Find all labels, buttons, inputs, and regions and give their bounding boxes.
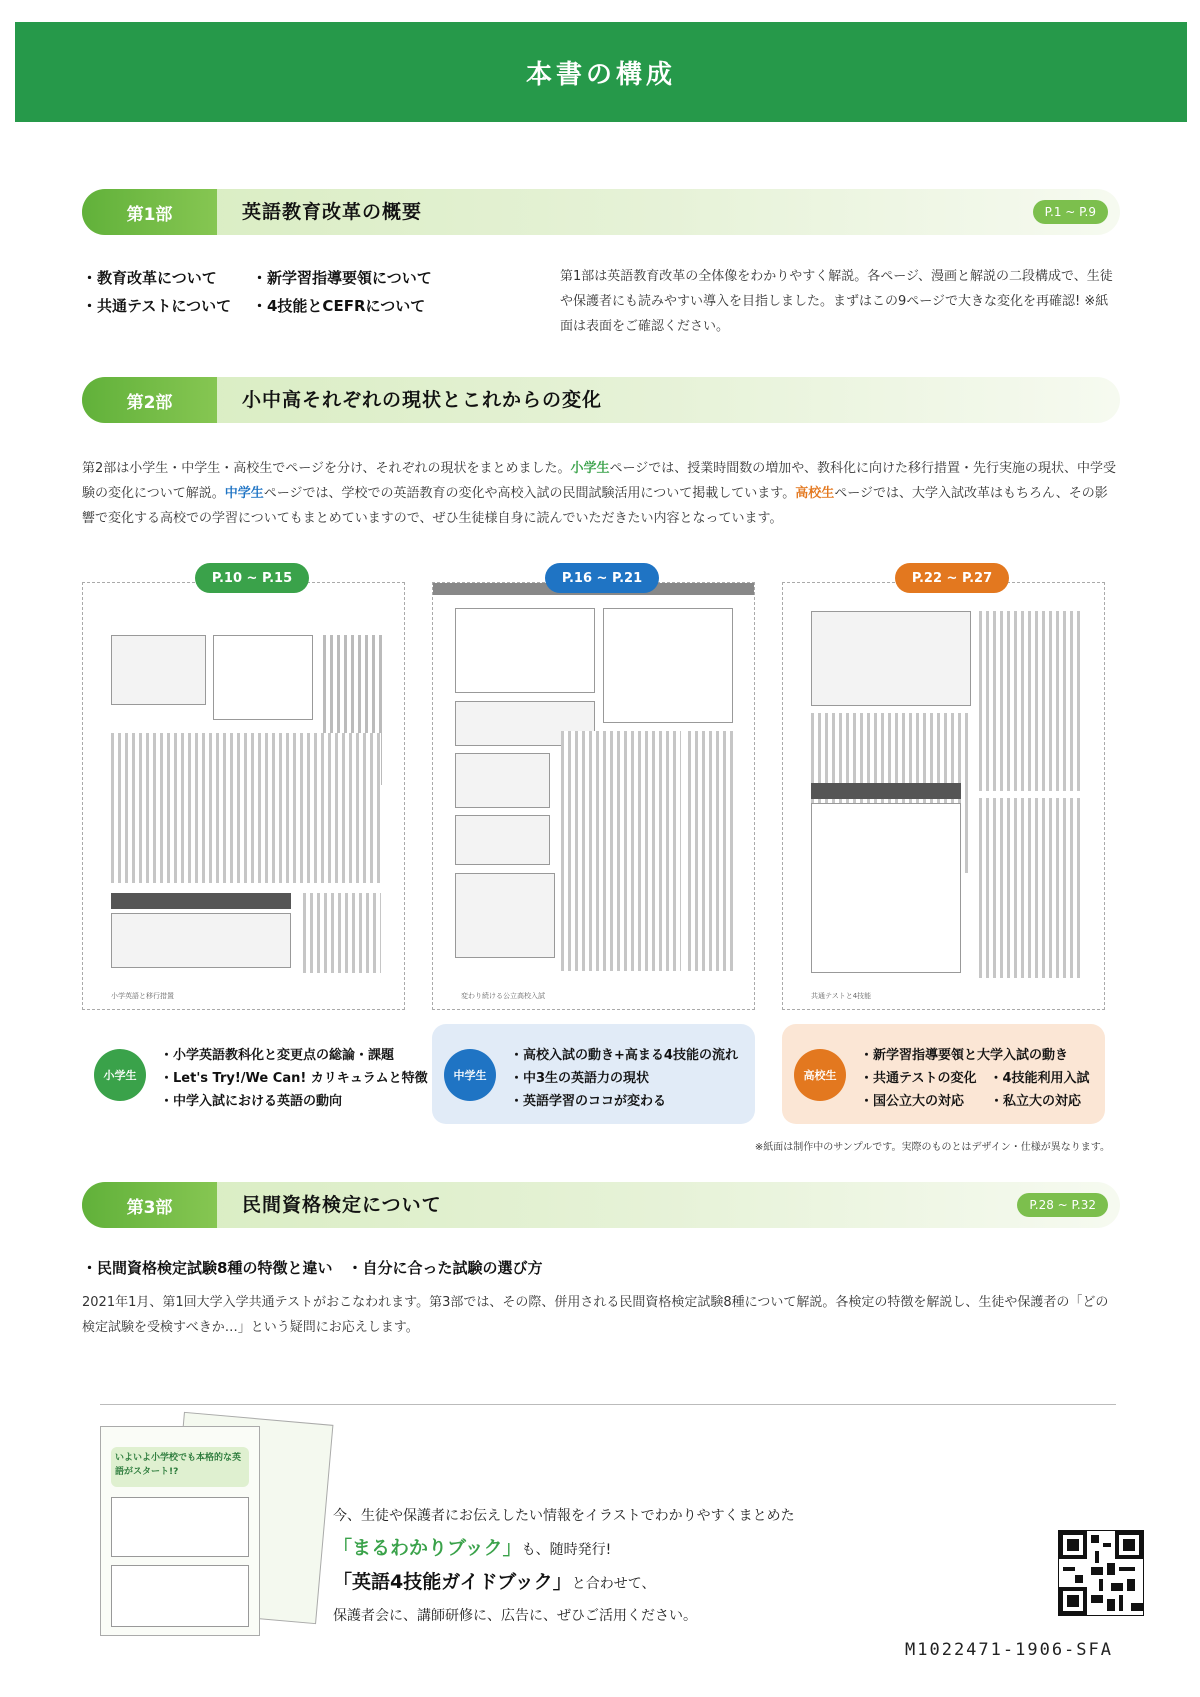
sample-note: ※紙面は制作中のサンプルです。実際のものとはデザイン・仕様が異なります。 xyxy=(754,1142,1110,1153)
part2-tag: 第2部 xyxy=(82,377,217,423)
mock-chart-title xyxy=(811,783,961,799)
junior-list xyxy=(510,1044,738,1113)
promo-book-marwakari: 「まるわかりブック」 xyxy=(333,1537,522,1559)
booklet-panel xyxy=(111,1497,249,1557)
list-item: ・英語学習のココが変わる xyxy=(510,1094,667,1109)
senior-box xyxy=(782,1024,1105,1124)
list-item: ・国公立大の対応 ・私立大の対応 xyxy=(860,1094,1082,1109)
part1-bullet: ・新学習指導要領について xyxy=(252,269,432,287)
part1-bullet: ・教育改革について xyxy=(82,269,217,287)
part2-title: 小中高それぞれの現状とこれからの変化 xyxy=(242,389,603,411)
promo-text xyxy=(333,1500,893,1632)
sample-pages-pill-elementary: P.10 ~ P.15 xyxy=(195,563,309,593)
senior-badge: 高校生 xyxy=(794,1049,846,1101)
junior-box xyxy=(432,1024,755,1124)
sample-footer: 小学英語と移行措置 xyxy=(111,992,174,1000)
page-title: 本書の構成 xyxy=(15,22,1187,122)
elementary-badge: 小学生 xyxy=(94,1049,146,1101)
sample-footer: 変わり続ける公立高校入試 xyxy=(461,992,545,1000)
promo-line: 保護者会に、講師研修に、広告に、ぜひご活用ください。 xyxy=(333,1608,697,1624)
mock-text-block xyxy=(979,798,1084,978)
part3-header xyxy=(82,1182,1120,1228)
part2-description xyxy=(82,456,1120,531)
list-item: ・新学習指導要領と大学入試の動き xyxy=(860,1048,1069,1063)
mock-diagram xyxy=(455,608,595,693)
senior-list xyxy=(860,1044,1090,1113)
sample-pages-pill-senior: P.22 ~ P.27 xyxy=(895,563,1009,593)
part1-bullet: ・4技能とCEFRについて xyxy=(252,297,426,315)
desc-junior: 中学生 xyxy=(224,486,264,501)
part1-bullets-col1 xyxy=(82,264,252,320)
divider xyxy=(100,1404,1116,1405)
part1-header xyxy=(82,189,1120,235)
list-item: ・小学英語教科化と変更点の総論・課題 xyxy=(160,1048,395,1063)
promo-line xyxy=(333,1532,893,1566)
mock-text-block xyxy=(303,893,381,973)
mock-text-block xyxy=(979,611,1084,791)
promo-line xyxy=(333,1566,893,1600)
mock-table xyxy=(455,815,550,865)
list-item: ・中学入試における英語の動向 xyxy=(160,1094,343,1109)
mock-timeline-body xyxy=(111,913,291,968)
product-code: M1022471-1906-SFA xyxy=(905,1640,1113,1660)
desc-elementary: 小学生 xyxy=(570,461,610,476)
promo-line: 今、生徒や保護者にお伝えしたい情報をイラストでわかりやすくまとめた xyxy=(333,1508,795,1524)
mock-table xyxy=(811,611,971,706)
mock-flow-chart xyxy=(811,803,961,973)
list-item: ・Let's Try!/We Can! カリキュラムと特徴 xyxy=(160,1071,428,1086)
promo-book-guide: 「英語4技能ガイドブック」 xyxy=(333,1571,572,1593)
mock-table xyxy=(111,635,206,705)
mock-pie-charts xyxy=(603,608,733,723)
list-item: ・共通テストの変化 ・4技能利用入試 xyxy=(860,1071,1090,1086)
part1-title: 英語教育改革の概要 xyxy=(242,201,423,223)
elementary-list xyxy=(160,1044,428,1113)
desc-text: ページでは、大学入試改革はもちろん、その影響で変化する高校での学習についてもまとめていますので、ぜひ生徒様自身に読んでいただきたい内容となっています。 xyxy=(82,486,1108,526)
sample-pages-pill-junior: P.16 ~ P.21 xyxy=(545,563,659,593)
part1-description: 第1部は英語教育改革の全体像をわかりやすく解説。各ページ、漫画と解説の二段構成で、生徒や保護者にも読みやすい導入を目指しました。まずはこの9ページで大きな変化を再確認! ※紙面は表面をご確認ください。 xyxy=(560,269,1113,334)
mock-table xyxy=(455,753,550,808)
promo-text-span: も、随時発行! xyxy=(521,1542,612,1558)
part2-header xyxy=(82,377,1120,423)
qr-code[interactable] xyxy=(1058,1530,1144,1616)
desc-senior: 高校生 xyxy=(795,486,835,501)
part3-title: 民間資格検定について xyxy=(242,1194,442,1216)
part1-tag: 第1部 xyxy=(82,189,217,235)
desc-text: ページでは、学校での英語教育の変化や高校入試の民間試験活用について掲載しています。 xyxy=(263,486,796,501)
mock-illustration xyxy=(213,635,313,720)
sample-page-senior xyxy=(782,582,1105,1010)
mock-timeline xyxy=(111,893,291,909)
mock-text-block xyxy=(688,731,733,971)
booklet-panel xyxy=(111,1565,249,1627)
junior-badge: 中学生 xyxy=(444,1049,496,1101)
sample-page-elementary xyxy=(82,582,405,1010)
mock-table xyxy=(455,873,555,958)
list-item: ・高校入試の動き+高まる4技能の流れ xyxy=(510,1048,738,1063)
desc-text: 第2部は小学生・中学生・高校生でページを分け、それぞれの現状をまとめました。 xyxy=(82,461,571,476)
part3-description: 2021年1月、第1回大学入学共通テストがおこなわれます。第3部では、その際、併用される民間資格検定試験8種について解説。各検定の特徴を解説し、生徒や保護者の「どの検定試験を受検すべきか…」という疑問にお応えします。 xyxy=(82,1295,1109,1335)
booklet-front xyxy=(100,1426,260,1636)
booklet-headline: いよいよ小学校でも本格的な英語がスタート!? xyxy=(111,1447,249,1487)
part3-pages: P.28 ~ P.32 xyxy=(1017,1193,1108,1217)
desc-text: ページでは、授業時間数の増加や、教科化に向けた移行措置・先行実施の現状、中学受験の変化について解説。 xyxy=(82,461,1116,501)
list-item: ・中3生の英語力の現状 xyxy=(510,1071,650,1086)
mock-text-block xyxy=(111,733,381,883)
sample-footer: 共通テストと4技能 xyxy=(811,992,872,1000)
elementary-box xyxy=(82,1024,428,1124)
part3-tag: 第3部 xyxy=(82,1182,217,1228)
part3-bullets: ・民間資格検定試験8種の特徴と違い ・自分に合った試験の選び方 xyxy=(82,1259,543,1277)
part1-bullet: ・共通テストについて xyxy=(82,297,232,315)
promo-text-span: と合わせて、 xyxy=(571,1576,656,1592)
part1-pages: P.1 ~ P.9 xyxy=(1033,200,1108,224)
sample-page-junior xyxy=(432,582,755,1010)
part1-bullets-col2 xyxy=(252,264,502,320)
mock-text-block xyxy=(561,731,681,971)
